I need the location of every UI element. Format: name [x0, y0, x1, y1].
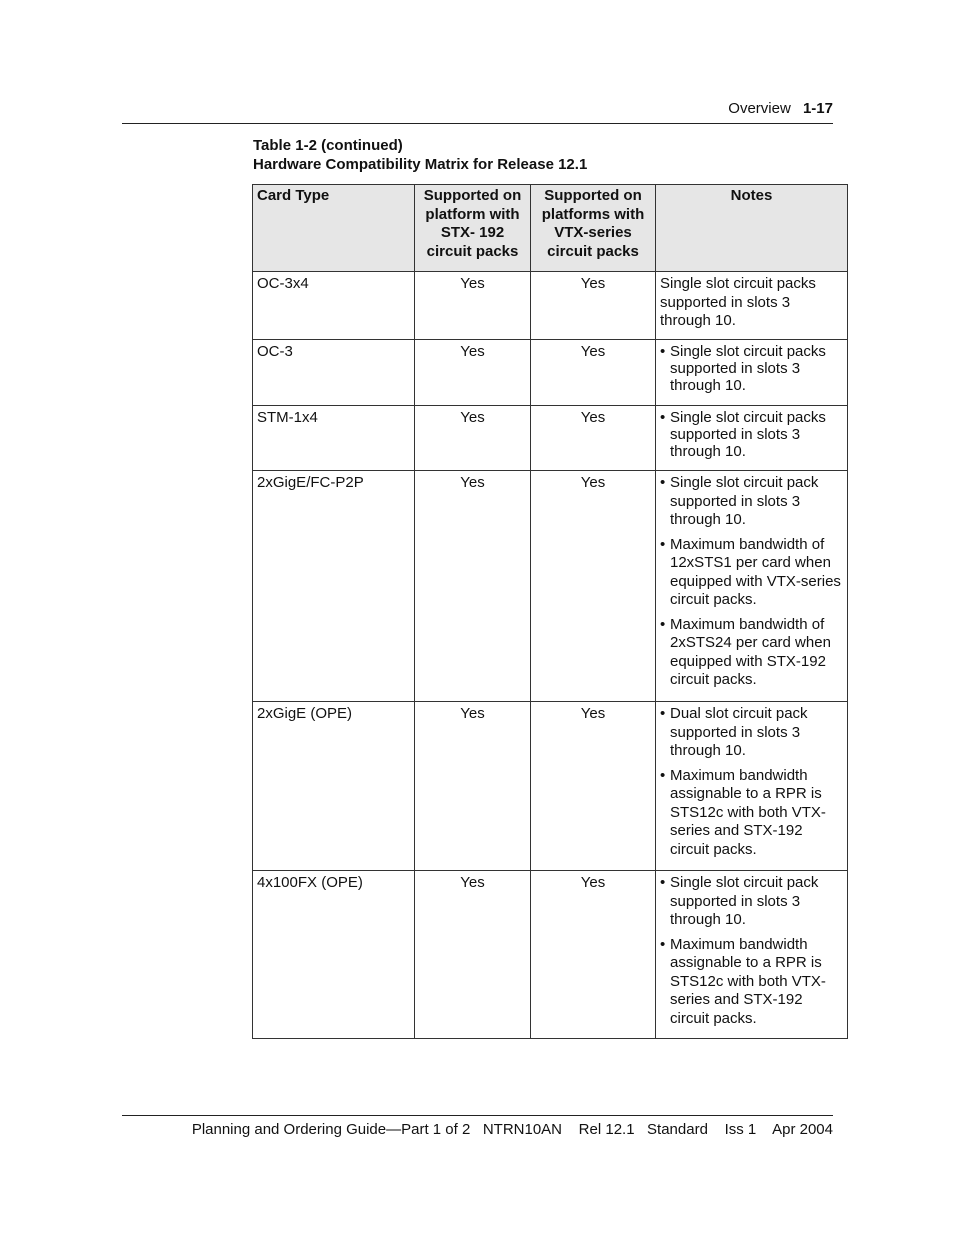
- compatibility-table: [252, 184, 848, 1039]
- page-footer: [122, 1115, 833, 1138]
- vtx-support-cell: Yes: [531, 871, 656, 1039]
- vtx-support-cell: Yes: [531, 272, 656, 340]
- stx-support-cell: Yes: [415, 871, 531, 1039]
- notes-cell: [656, 406, 848, 471]
- notes-cell: [656, 702, 848, 871]
- notes-list: [660, 343, 844, 394]
- stx-support-cell: Yes: [415, 702, 531, 871]
- vtx-support-cell: Yes: [531, 406, 656, 471]
- note-bullet: • Maximum bandwidth assignable to a RPR is STS12c with both VTX-series and STX-192 circuit packs.: [660, 936, 844, 1029]
- header-notes: Notes: [656, 185, 848, 272]
- table-header-row: [253, 185, 848, 272]
- notes-list: [660, 705, 844, 859]
- notes-cell: [656, 272, 848, 340]
- page-header: [122, 96, 833, 124]
- note-bullet: • Maximum bandwidth of 12xSTS1 per card when equipped with VTX-series circuit packs.: [660, 536, 844, 610]
- notes-cell: [656, 340, 848, 406]
- vtx-support-cell: Yes: [531, 471, 656, 702]
- header-card-type: Card Type: [253, 185, 415, 272]
- table-caption: [253, 136, 587, 174]
- stx-support-cell: Yes: [415, 471, 531, 702]
- notes-list: [660, 874, 844, 1028]
- table-row: [253, 406, 848, 471]
- vtx-support-cell: Yes: [531, 340, 656, 406]
- note-bullet: • Maximum bandwidth assignable to a RPR is STS12c with both VTX-series and STX-192 circuit packs.: [660, 767, 844, 860]
- vtx-support-cell: Yes: [531, 702, 656, 871]
- notes-list: [660, 409, 844, 460]
- note-bullet: • Single slot circuit packs supported in slots 3 through 10.: [660, 409, 844, 460]
- stx-support-cell: Yes: [415, 272, 531, 340]
- header-right: [728, 100, 833, 117]
- caption-line-2: Hardware Compatibility Matrix for Release 12.1: [253, 156, 588, 173]
- card-type-cell: 2xGigE/FC-P2P: [253, 471, 415, 702]
- card-type-cell: STM-1x4: [253, 406, 415, 471]
- note-bullet: • Single slot circuit pack supported in slots 3 through 10.: [660, 874, 844, 930]
- stx-support-cell: Yes: [415, 340, 531, 406]
- note-bullet: • Single slot circuit packs supported in slots 3 through 10.: [660, 343, 844, 394]
- notes-cell: [656, 471, 848, 702]
- table-row: [253, 702, 848, 871]
- card-type-cell: OC-3: [253, 340, 415, 406]
- table-row: [253, 340, 848, 406]
- card-type-cell: 4x100FX (OPE): [253, 871, 415, 1039]
- note-text: Single slot circuit packs supported in slots 3 through 10.: [660, 275, 816, 329]
- note-bullet: • Single slot circuit pack supported in slots 3 through 10.: [660, 474, 844, 530]
- notes-list: [660, 474, 844, 690]
- table-row: [253, 471, 848, 702]
- stx-support-cell: Yes: [415, 406, 531, 471]
- header-vtx-series: Supported on platforms with VTX-series circuit packs: [531, 185, 656, 272]
- section-title: Overview: [728, 100, 791, 117]
- footer-text: Planning and Ordering Guide—Part 1 of 2 NTRN10AN Rel 12.1 Standard Iss 1 Apr 2004: [191, 1121, 833, 1138]
- table-row: [253, 272, 848, 340]
- page-number: 1-17: [802, 100, 833, 117]
- note-bullet: • Maximum bandwidth of 2xSTS24 per card when equipped with STX-192 circuit packs.: [660, 616, 844, 690]
- header-stx-192: Supported on platform with STX- 192 circuit packs: [415, 185, 531, 272]
- table-row: [253, 871, 848, 1039]
- caption-line-1: Table 1-2 (continued): [253, 137, 403, 154]
- note-bullet: • Dual slot circuit pack supported in slots 3 through 10.: [660, 705, 844, 761]
- notes-cell: [656, 871, 848, 1039]
- card-type-cell: 2xGigE (OPE): [253, 702, 415, 871]
- card-type-cell: OC-3x4: [253, 272, 415, 340]
